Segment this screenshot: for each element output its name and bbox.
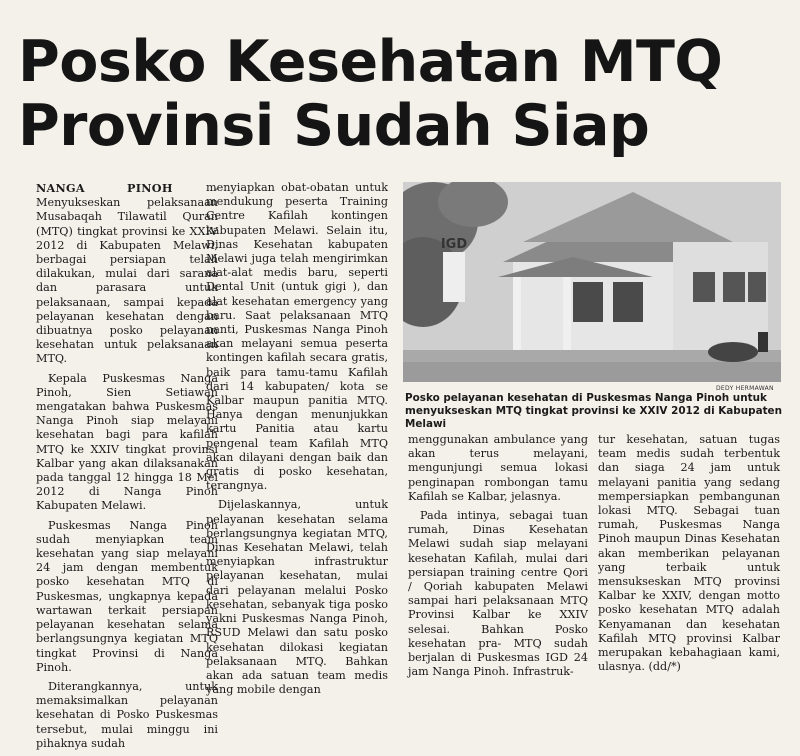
article-paragraph: Pada intinya, sebagai tuan rumah, Dinas Kesehatan Melawi sudah siap melayani kesehatan Kafilah, mulai dari persiapan training centre Qori / Qoriah kabupaten Melawi sampai hari pelaksanaan MTQ Provinsi Kalbar ke XXIV selesai. Bahkan Posko kesehatan pra- MTQ sudah berjalan di Puskesmas IGD 24 jam Nanga Pinoh. Infrastruk- — [408, 509, 588, 679]
puskesmas-building-image — [403, 182, 781, 382]
article-paragraph: Diterangkannya, untuk memaksimalkan pelayanan kesehatan di Posko Puskesmas tersebut, mulai minggu ini pihaknya sudah — [36, 679, 218, 750]
article-column-3 — [408, 433, 588, 684]
headline-line-1: Posko Kesehatan MTQ — [18, 29, 723, 95]
article-paragraph: menyiapkan obat-obatan untuk mendukung peserta Training Centre Kafilah kontingen kabupaten Melawi. Selain itu, Dinas Kesehatan kabupaten Melawi juga telah mengirimkan alat-alat medis baru, seperti Dental Unit (untuk gigi ), dan alat kesehatan emergency yang baru. Saat pelaksanaan MTQ nanti, Puskesmas Nanga Pinoh akan melayani semua peserta kontingen kafilah secara gratis, baik para tamu-tamu Kafilah dari 14 kabupaten/ kota se Kalbar maupun panitia MTQ. Hanya dengan menunjukkan kartu Panitia atau kartu pengenal team Kafilah MTQ akan dilayani dengan baik dan gratis di posko kesehatan, terangnya. — [206, 181, 388, 493]
headline — [18, 30, 788, 158]
igd-sign-text: IGD — [440, 237, 468, 252]
dateline: NANGA PINOH — [36, 181, 173, 195]
photo-caption: Posko pelayanan kesehatan di Puskesmas Nanga Pinoh untuk menyukseskan MTQ tingkat provinsi ke XXIV 2012 di Kabupaten Melawi — [405, 392, 783, 430]
article-paragraph: Dijelaskannya, untuk pelayanan kesehatan selama berlangsungnya kegiatan MTQ, Dinas Kesehatan Melawi, telah menyiapkan infrastruktur pelayanan kesehatan, mulai dari pelayanan melalui Posko kesehatan, sebanyak tiga posko yakni Puskesmas Nanga Pinoh, RSUD Melawi dan satu posko kesehatan dilokasi kegiatan pelaksanaan MTQ. Bahkan akan ada satuan team medis yang mobile dengan — [206, 498, 388, 697]
article-paragraph: Kepala Puskesmas Nanga Pinoh, Sien Setiawan mengatakan bahwa Puskesmas Nanga Pinoh siap melayani kesehatan bagi para kafilah MTQ ke XXIV tingkat provinsi Kalbar yang akan dilaksanakan pada tanggal 12 hingga 18 Mei 2012 di Nanga Pinoh Kabupaten Melawi. — [36, 371, 218, 513]
headline-line-2: Provinsi Sudah Siap — [18, 93, 650, 159]
article-paragraph: menggunakan ambulance yang akan terus melayani, mengunjungi semua lokasi penginapan rombongan tamu Kafilah se Kalbar, jelasnya. — [408, 433, 588, 503]
article-column-1 — [36, 181, 218, 756]
article-paragraph: tur kesehatan, satuan tugas team medis sudah terbentuk dan siaga 24 jam untuk melayani panitia yang sedang mempersiapkan pembangunan lokasi MTQ. Sebagai tuan rumah, Puskesmas Nanga Pinoh maupun Dinas Kesehatan akan memberikan pelayanan yang terbaik untuk mensukseskan MTQ provinsi Kalbar ke XXIV, dengan motto posko kesehatan MTQ adalah Kenyamanan dan kesehatan Kafilah MTQ provinsi Kalbar merupakan kebahagiaan kami, ulasnya. (dd/*) — [598, 433, 780, 674]
photo-credit: DEDY HERMAWAN — [716, 385, 774, 392]
news-photo — [403, 182, 781, 382]
article-column-2 — [206, 181, 388, 702]
article-paragraph: Puskesmas Nanga Pinoh sudah menyiapkan team kesehatan yang siap melayani 24 jam dengan membentuk posko kesehatan MTQ di Puskesmas, ungkapnya kepada wartawan terkait persiapan pelayanan kesehatan selama berlangsungnya kegiatan MTQ tingkat Provinsi di Nanga Pinoh. — [36, 518, 218, 674]
article-paragraph: NANGA PINOH - Menyukseskan pelaksanaan Musabaqah Tilawatil Quran (MTQ) tingkat provinsi ke XXIV 2012 di Kabupaten Melawi, berbagai persiapan telah dilakukan, mulai dari sarana dan parasara untuk pelaksanaan, sampai kepada pelayanan kesehatan dengan dibuatnya posko pelayanan kesehatan untuk pelaksanaan MTQ. — [36, 181, 218, 366]
article-column-4 — [598, 433, 780, 679]
